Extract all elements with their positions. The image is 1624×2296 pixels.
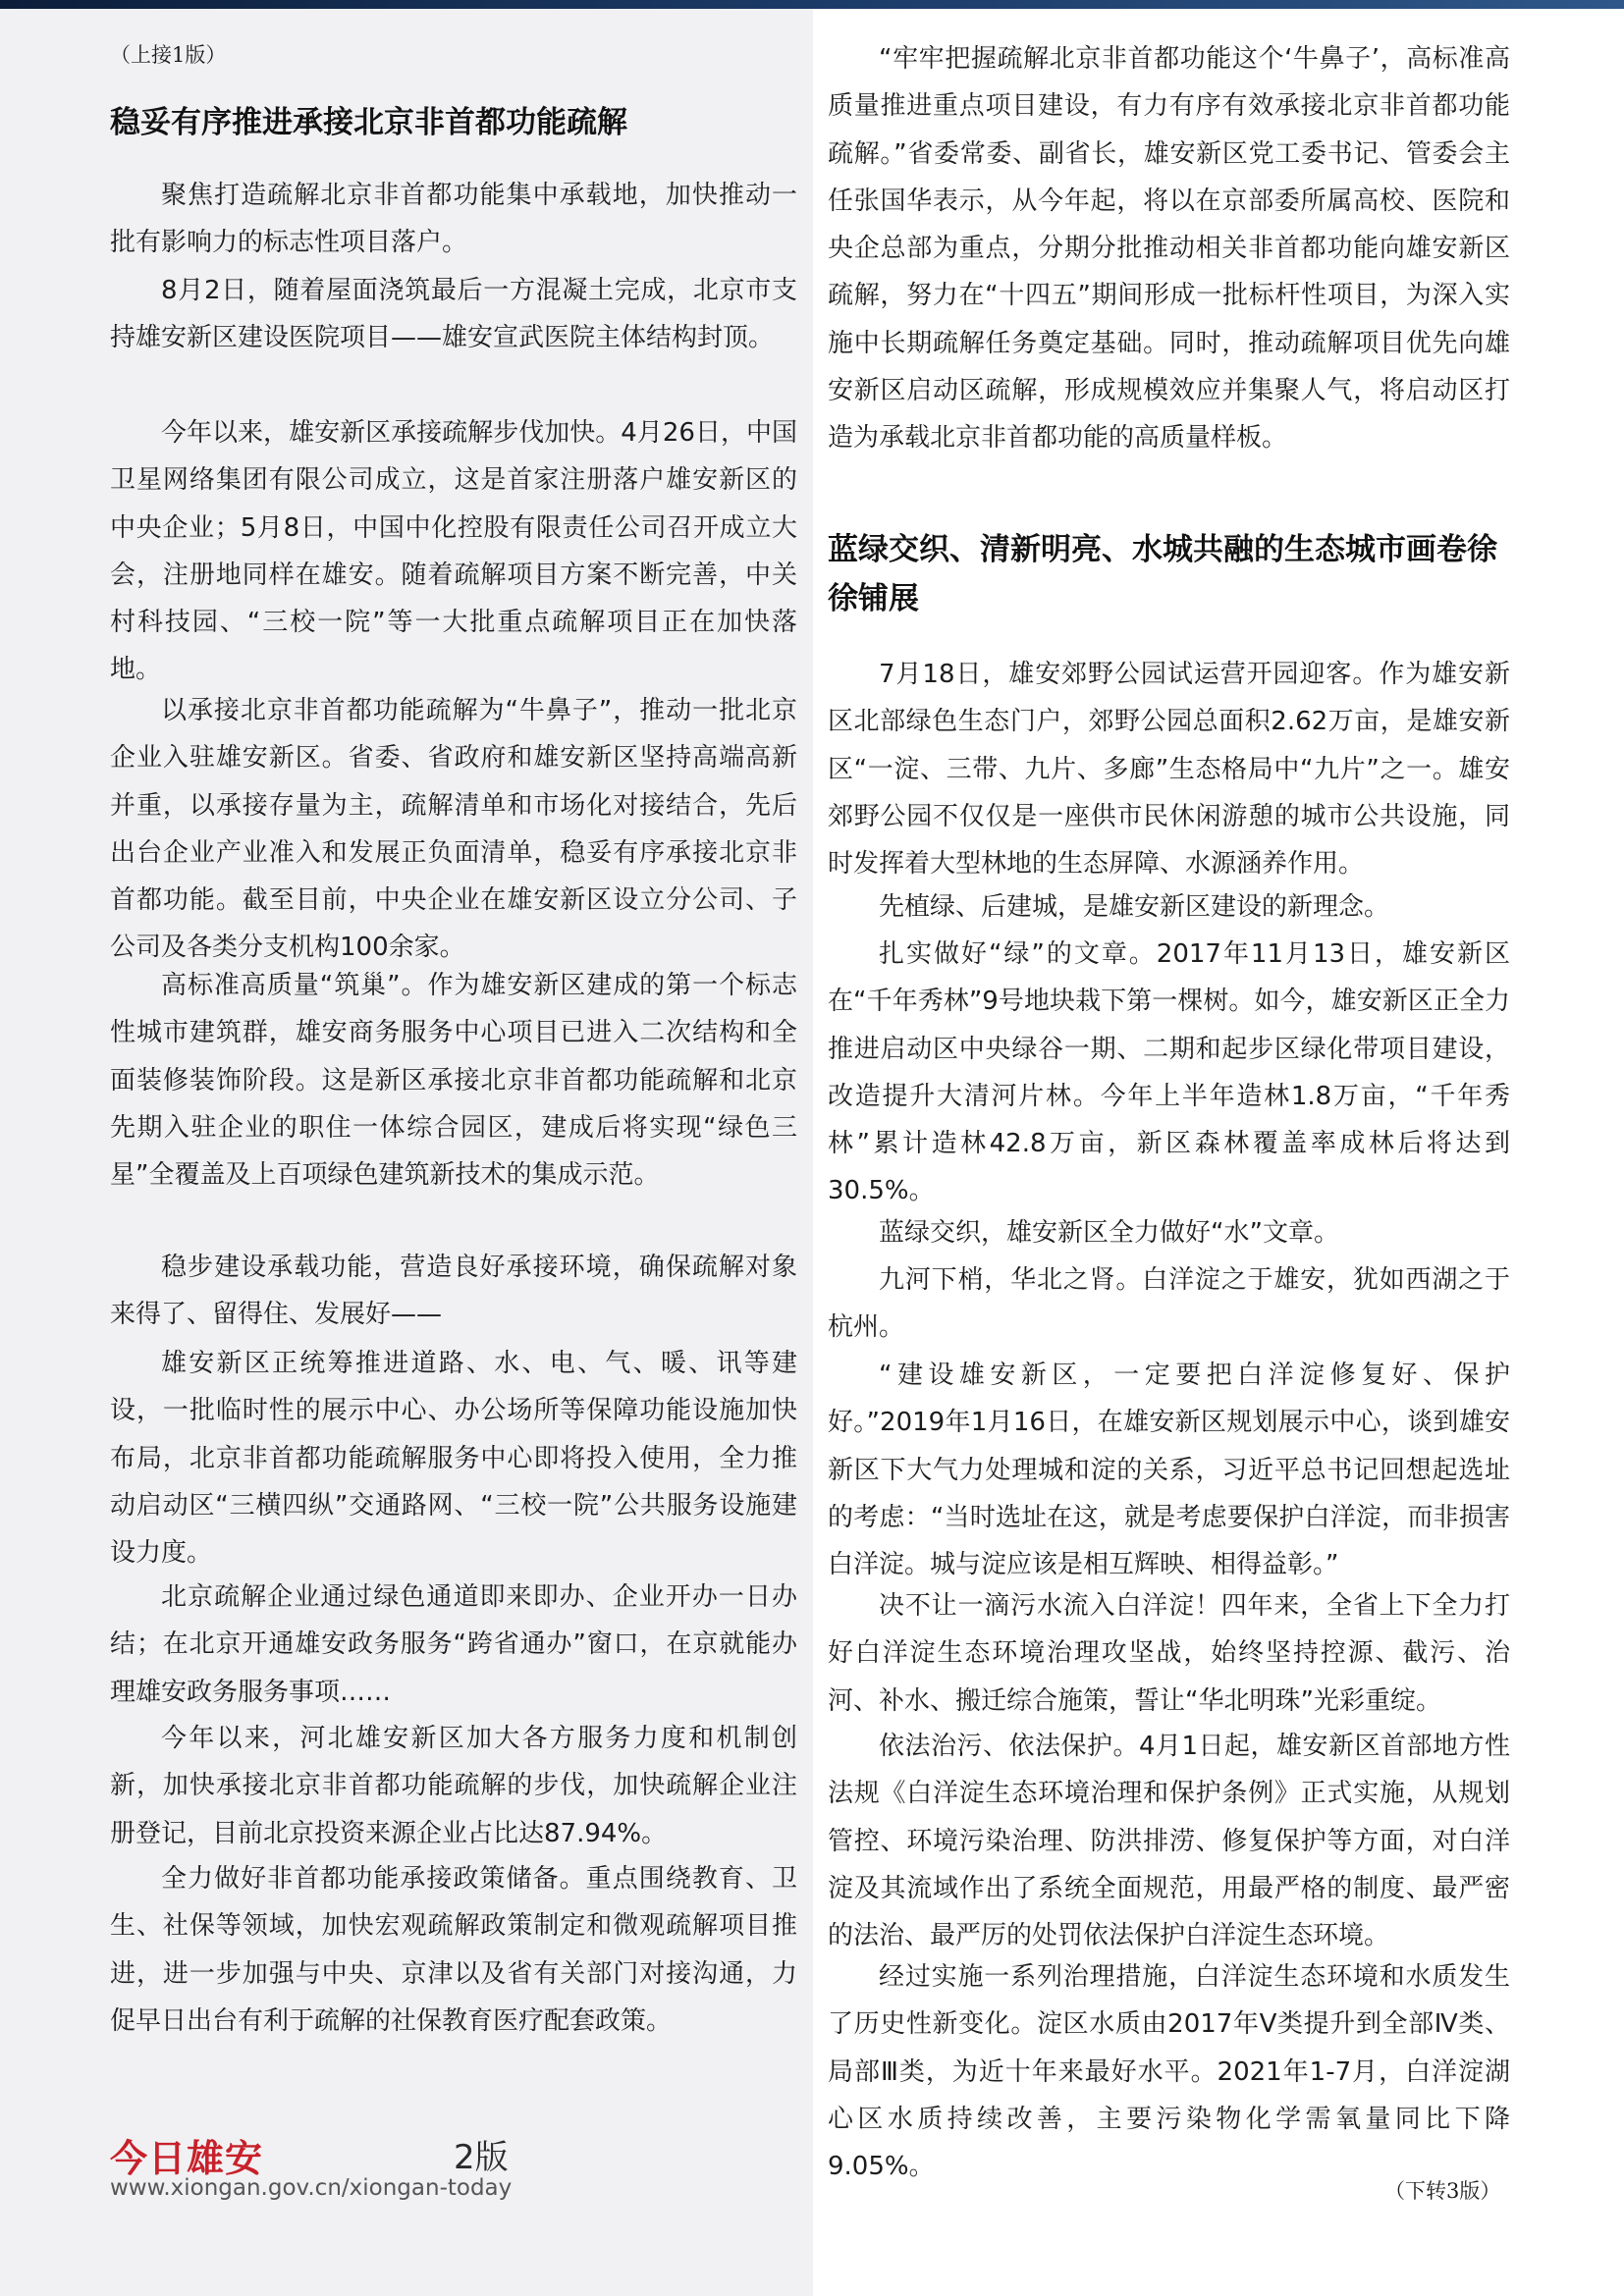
section2-paragraph-1: 7月18日，雄安郊野公园试运营开园迎客。作为雄安新区北部绿色生态门户，郊野公园总面积2.62万亩，是雄安新区“一淀、三带、九片、多廊”生态格局中“九片”之一。雄安郊野公园不仅仅是一座供市民休闲游憩的城市公共设施，同时发挥着大型林地的生态屏障、水源涵养作用。 [828,660,1510,880]
section1-paragraph-9: 今年以来，河北雄安新区加大各方服务力度和机制创新，加快承接北京非首都功能疏解的步伐，加快疏解企业注册登记，目前北京投资来源企业占比达87.94%。 [110,1724,797,1848]
section2-paragraph-2: 先植绿、后建城，是雄安新区建设的新理念。 [879,892,1390,922]
section2-paragraph-8: 依法治污、依法保护。4月1日起，雄安新区首部地方性法规《白洋淀生态环境治理和保护条例》正式实施，从规划管控、环境污染治理、防洪排涝、修复保护等方面，对白洋淀及其流域作出了系统全面规范，用最严格的制度、最严密的法治、最严厉的处罚依法保护白洋淀生态环境。 [828,1732,1510,1951]
section2-paragraph-6: “建设雄安新区，一定要把白洋淀修复好、保护好。”2019年1月16日，在雄安新区规划展示中心，谈到雄安新区下大气力处理城和淀的关系，习近平总书记回想起选址的考虑：“当时选址在这，就是考虑要保护白洋淀，而非损害白洋淀。城与淀应该是相互辉映、相得益彰。” [828,1361,1510,1580]
section1-paragraph-1: 聚焦打造疏解北京非首都功能集中承载地，加快推动一批有影响力的标志性项目落户。 [110,181,797,258]
section2-paragraph-3: 扎实做好“绿”的文章。2017年11月13日，雄安新区在“千年秀林”9号地块栽下第一棵树。如今，雄安新区正全力推进启动区中央绿谷一期、二期和起步区绿化带项目建设，改造提升大清河片林。今年上半年造林1.8万亩，“千年秀林”累计造林42.8万亩，新区森林覆盖率成林后将达到30.5%。 [828,939,1510,1206]
website-url[interactable]: www.xiongan.gov.cn/xiongan-today [110,2175,513,2201]
continued-from-note: （上接1版） [110,43,227,67]
continued-to-note: （下转3版） [1384,2179,1501,2203]
section2-paragraph-7: 决不让一滴污水流入白洋淀！四年来，全省上下全力打好白洋淀生态环境治理攻坚战，始终坚持控源、截污、治河、补水、搬迁综合施策，誓让“华北明珠”光彩重绽。 [828,1591,1510,1716]
publication-logo: 今日雄安 [110,2136,264,2180]
section1-paragraph-3: 今年以来，雄安新区承接疏解步伐加快。4月26日，中国卫星网络集团有限公司成立，这是首家注册落户雄安新区的中央企业；5月8日，中国中化控股有限责任公司召开成立大会，注册地同样在雄安。随着疏解项目方案不断完善，中关村科技园、“三校一院”等一大批重点疏解项目正在加快落地。 [110,418,797,685]
section1-paragraph-2: 8月2日，随着屋面浇筑最后一方混凝土完成，北京市支持雄安新区建设医院项目——雄安宣武医院主体结构封顶。 [110,276,797,353]
section1-paragraph-7: 雄安新区正统筹推进道路、水、电、气、暖、讯等建设，一批临时性的展示中心、办公场所等保障功能设施加快布局，北京非首都功能疏解服务中心即将投入使用，全力推动启动区“三横四纵”交通路网、“三校一院”公共服务设施建设力度。 [110,1349,797,1569]
section1-paragraph-6: 稳步建设承载功能，营造良好承接环境，确保疏解对象来得了、留得住、发展好—— [110,1253,797,1330]
section2-paragraph-5: 九河下梢，华北之肾。白洋淀之于雄安，犹如西湖之于杭州。 [828,1265,1510,1343]
section1-paragraph-8: 北京疏解企业通过绿色通道即来即办、企业开办一日办结；在北京开通雄安政务服务“跨省通办”窗口，在京就能办理雄安政务服务事项…… [110,1582,797,1707]
section1-continued-paragraph: “牢牢把握疏解北京非首都功能这个‘牛鼻子’，高标准高质量推进重点项目建设，有力有序有效承接北京非首都功能疏解。”省委常委、副省长，雄安新区党工委书记、管委会主任张国华表示，从今年起，将以在京部委所属高校、医院和央企总部为重点，分期分批推动相关非首都功能向雄安新区疏解，努力在“十四五”期间形成一批标杆性项目，为深入实施中长期疏解任务奠定基础。同时，推动疏解项目优先向雄安新区启动区疏解，形成规模效应并集聚人气，将启动区打造为承载北京非首都功能的高质量样板。 [828,44,1510,454]
section2-title: 蓝绿交织、清新明亮、水城共融的生态城市画卷徐徐铺展 [828,532,1497,616]
section1-paragraph-4: 以承接北京非首都功能疏解为“牛鼻子”，推动一批北京企业入驻雄安新区。省委、省政府和雄安新区坚持高端高新并重，以承接存量为主，疏解清单和市场化对接结合，先后出台企业产业准入和发展正负面清单，稳妥有序承接北京非首都功能。截至目前，中央企业在雄安新区设立分公司、子公司及各类分支机构100余家。 [110,696,797,963]
top-banner [0,0,1624,9]
section1-title: 稳妥有序推进承接北京非首都功能疏解 [110,105,627,140]
section1-paragraph-10: 全力做好非首都功能承接政策储备。重点围绕教育、卫生、社保等领域，加快宏观疏解政策制定和微观疏解项目推进，进一步加强与中央、京津以及省有关部门对接沟通，力促早日出台有利于疏解的社保教育医疗配套政策。 [110,1864,797,2036]
section2-paragraph-9: 经过实施一系列治理措施，白洋淀生态环境和水质发生了历史性新变化。淀区水质由2017年Ⅴ类提升到全部Ⅳ类、局部Ⅲ类，为近十年来最好水平。2021年1-7月，白洋淀湖心区水质持续改善，主要污染物化学需氧量同比下降9.05%。 [828,1962,1510,2182]
section2-paragraph-4: 蓝绿交织，雄安新区全力做好“水”文章。 [879,1218,1339,1248]
section1-paragraph-5: 高标准高质量“筑巢”。作为雄安新区建成的第一个标志性城市建筑群，雄安商务服务中心项目已进入二次结构和全面装修装饰阶段。这是新区承接北京非首都功能疏解和北京先期入驻企业的职住一体综合园区，建成后将实现“绿色三星”全覆盖及上百项绿色建筑新技术的集成示范。 [110,971,797,1191]
page-number: 2版 [454,2138,509,2177]
